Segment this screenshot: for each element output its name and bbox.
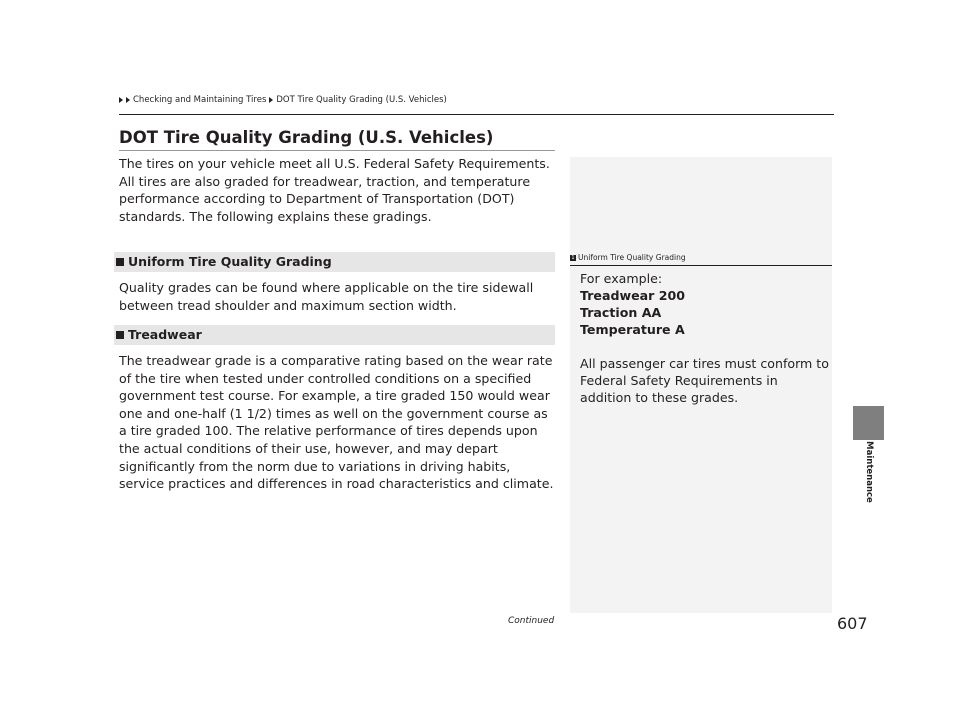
page-title: DOT Tire Quality Grading (U.S. Vehicles) [119,128,494,147]
header-rule [119,114,834,115]
breadcrumb-item: DOT Tire Quality Grading (U.S. Vehicles) [276,95,447,105]
section-tab-marker [853,406,884,440]
section-tab-label: Maintenance [863,441,874,503]
intro-paragraph: The tires on your vehicle meet all U.S. Federal Safety Requirements. All tires are also graded for treadwear, traction, and temperature performance according to Department of Transportation (DOT) standards. The following explains these gradings. [119,156,550,224]
triangle-icon [269,97,273,103]
treadwear-paragraph: The treadwear grade is a comparative rating based on the wear rate of the tire when tested under controlled conditions on a specified government test course. For example, a tire graded 150 would wear one and one-half (1 1/2) times as well on the government course as a tire graded 100. The relative performance of tires depends upon the actual conditions of their use, however, and may depart significantly from the norm due to variations in driving habits, service practices and differences in road characteristics and climate. [119,353,554,492]
note-body [580,270,830,406]
note-traction: Traction AA [580,305,662,320]
triangle-icon [119,97,123,103]
uniform-paragraph: Quality grades can be found where applicable on the tire sidewall between tread shoulder and maximum section width. [119,280,534,313]
square-bullet-icon [116,258,124,266]
note-temperature: Temperature A [580,322,685,337]
note-number-icon: 1 [571,255,575,261]
section-heading-uniform: Uniform Tire Quality Grading [114,252,555,272]
note-paragraph: All passenger car tires must conform to Federal Safety Requirements in addition to these grades. [580,356,829,405]
breadcrumb [119,95,447,105]
title-rule [119,150,555,151]
continued-label: Continued [508,616,555,626]
note-treadwear: Treadwear 200 [580,288,686,303]
note-heading: 1 Uniform Tire Quality Grading [570,252,832,266]
page-number: 607 [837,614,868,633]
breadcrumb-item: Checking and Maintaining Tires [133,95,267,105]
section-heading-treadwear: Treadwear [114,325,555,345]
note-example-intro: For example: [580,271,663,286]
square-bullet-icon [116,331,124,339]
triangle-icon [126,97,130,103]
